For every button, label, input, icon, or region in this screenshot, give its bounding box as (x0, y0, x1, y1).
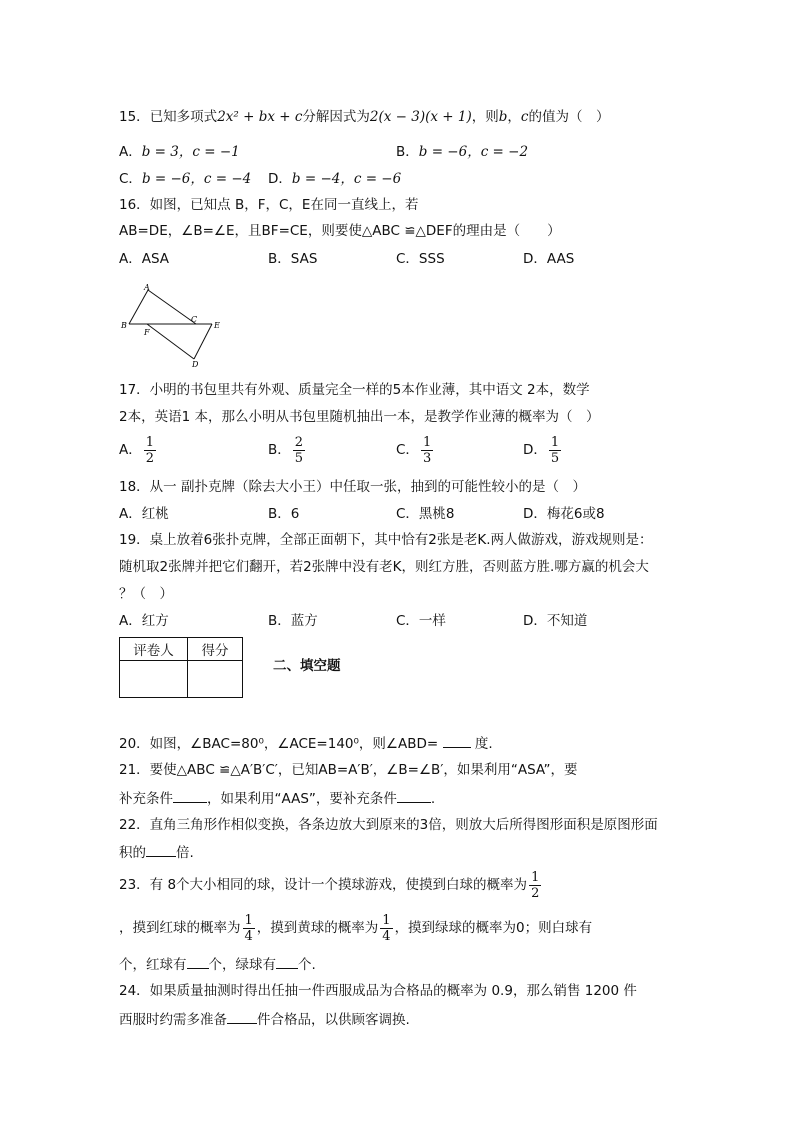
score-cell[interactable] (188, 661, 243, 698)
fraction-denominator: 5 (294, 450, 304, 466)
fraction-numerator: 1 (244, 912, 253, 928)
label-f: F (144, 328, 150, 337)
q18-option-c[interactable]: C．黑桃8 (396, 506, 455, 522)
label-e: E (214, 321, 220, 330)
fraction-numerator: 1 (145, 434, 155, 450)
label-b: B (121, 321, 127, 330)
q16-option-a[interactable]: A．ASA (119, 251, 170, 267)
q23-text-2c: ，摸到绿球的概率为0；则白球有 (394, 920, 593, 936)
q19-option-c[interactable]: C．一样 (396, 613, 446, 629)
q21-text-c: . (430, 791, 436, 807)
q18-line1: 18．从一 副扑克牌（除去大小王）中任取一张，抽到的可能性较小的是（ ） (119, 479, 586, 495)
segment-ac (148, 290, 196, 324)
q17-line1: 17．小明的书包里共有外观、质量完全一样的5本作业薄，其中语文 2本，数学 (119, 382, 590, 398)
q15-option-c-label: C． (119, 171, 142, 187)
q18-option-a[interactable]: A．红桃 (119, 506, 169, 522)
q23-text-2b: ，摸到黄球的概率为 (256, 920, 379, 936)
q15-polynomial: 2x² + bx + c (217, 109, 303, 125)
segment-fd (147, 324, 194, 359)
q18-option-b[interactable]: B．6 (268, 506, 300, 522)
q17-option-a-fraction (144, 435, 156, 466)
q24-line1: 24．如果质量抽测时得出任抽一件西服成品为合格品的概率为 0.9，那么销售 1200 件 (119, 983, 637, 999)
q15-stem-a: 已知多项式 (149, 109, 218, 125)
fraction-denominator: 2 (145, 450, 155, 466)
q20-text-b: 度. (474, 736, 493, 752)
q19-line3: ？（ ） (119, 586, 173, 602)
q23-text-1: 23．有 8个大小相同的球，设计一个摸球游戏，使摸到白球的概率为 (119, 877, 528, 893)
q16-line1: 16．如图，已知点 B，F，C，E在同一直线上，若 (119, 197, 419, 213)
q17-option-a-label: A． (119, 442, 142, 458)
q21-asa-blank[interactable] (173, 789, 207, 803)
label-c: C (191, 315, 198, 324)
q23-yellow-fraction (380, 913, 392, 944)
q23-text-3c: 个. (298, 957, 316, 973)
fraction-denominator: 5 (550, 450, 560, 466)
q15-stem-c: ，则 (471, 109, 499, 125)
q17-option-c-label: C． (396, 442, 419, 458)
q22-line2 (119, 843, 194, 862)
q17-option-b-fraction (293, 435, 305, 466)
score-header: 得分 (188, 638, 243, 661)
q23-green-blank[interactable] (276, 955, 298, 969)
q15-option-d-text: b = −4，c = −6 (291, 171, 402, 187)
q23-white-fraction (529, 870, 541, 901)
q19-line2: 随机取2张牌并把它们翻开，若2张牌中没有老K，则红方胜，否则蓝方胜.哪方赢的机会大 (119, 559, 649, 575)
q22-text-b: 倍. (176, 845, 194, 861)
q15-option-a-text: b = 3，c = −1 (141, 144, 240, 160)
q16-option-c[interactable]: C．SSS (396, 251, 445, 267)
segment-ab (129, 290, 148, 324)
q21-text-a: 补充条件 (119, 791, 173, 807)
fraction-numerator: 2 (294, 434, 304, 450)
q15-option-c[interactable] (119, 170, 251, 188)
q15-separator: ， (507, 109, 521, 125)
fraction-numerator: 1 (422, 434, 432, 450)
q15-factored-form: 2(x − 3)(x + 1) (369, 109, 472, 125)
q15-var-b: b (498, 109, 508, 125)
q21-text-b: ，如果利用“AAS”，要补充条件 (207, 791, 397, 807)
label-d: D (192, 360, 199, 369)
q17-option-b[interactable] (268, 433, 307, 467)
q20-answer-blank[interactable] (443, 734, 471, 748)
q16-line2: AB=DE，∠B=∠E，且BF=CE，则要使△ABC ≌△DEF的理由是（ ） (119, 223, 561, 239)
q23-red-fraction (243, 913, 255, 944)
fraction-denominator: 3 (422, 450, 432, 466)
q15-stem (119, 108, 609, 126)
grading-table (119, 637, 243, 698)
reviewer-cell[interactable] (120, 661, 188, 698)
q21-line2 (119, 789, 435, 808)
q19-option-d[interactable]: D．不知道 (523, 613, 588, 629)
q23-text-3b: 个，绿球有 (208, 957, 276, 973)
q17-option-c[interactable] (396, 433, 435, 467)
q15-option-b-label: B． (396, 144, 419, 160)
q17-option-d-label: D． (523, 442, 547, 458)
fraction-numerator: 1 (531, 869, 540, 885)
q20-text-a: 20．如图，∠BAC=80⁰，∠ACE=140⁰，则∠ABD= (119, 736, 439, 752)
q24-text-b: 件合格品，以供顾客调换. (257, 1012, 410, 1028)
q20 (119, 734, 493, 753)
q17-option-b-label: B． (268, 442, 291, 458)
q17-option-a[interactable] (119, 433, 158, 467)
q15-option-b-text: b = −6，c = −2 (418, 144, 529, 160)
q15-option-d-label: D． (268, 171, 292, 187)
q15-number: 15． (119, 109, 150, 125)
q23-red-blank[interactable] (187, 955, 209, 969)
q17-option-d[interactable] (523, 433, 563, 467)
q21-aas-blank[interactable] (397, 789, 431, 803)
q24-line2 (119, 1010, 410, 1029)
q16-option-b[interactable]: B．SAS (268, 251, 318, 267)
q15-option-c-text: b = −6，c = −4 (141, 171, 252, 187)
q22-line1: 22．直角三角形作相似变换，各条边放大到原来的3倍，则放大后所得图形面积是原图形面 (119, 817, 658, 833)
q15-stem-d: 的值为（ ） (528, 109, 610, 125)
q19-option-a[interactable]: A．红方 (119, 613, 169, 629)
fraction-denominator: 4 (244, 928, 253, 944)
q23-line2 (119, 911, 592, 945)
fraction-denominator: 2 (531, 885, 540, 901)
fraction-numerator: 1 (382, 912, 391, 928)
q24-text-a: 西服时约需多准备 (119, 1012, 227, 1028)
reviewer-header: 评卷人 (120, 638, 188, 661)
q17-line2: 2本，英语1 本，那么小明从书包里随机抽出一本，是教学作业薄的概率为（ ） (119, 409, 600, 425)
fraction-numerator: 1 (550, 434, 560, 450)
q24-answer-blank[interactable] (227, 1010, 257, 1024)
section-title: 二、填空题 (273, 658, 341, 674)
fraction-denominator: 4 (382, 928, 391, 944)
label-a: A (144, 283, 150, 292)
q21-line1: 21．要使△ABC ≌△A′B′C′，已知AB=A′B′，∠B=∠B′，如果利用“ASA”，要 (119, 762, 578, 778)
q23-text-2a: ，摸到红球的概率为 (119, 920, 241, 936)
q19-line1: 19．桌上放着6张扑克牌，全部正面朝下，其中恰有2张是老K.两人做游戏，游戏规则是： (119, 532, 653, 548)
q15-option-d[interactable] (268, 170, 401, 188)
q15-option-b[interactable] (396, 143, 528, 161)
q19-option-b[interactable]: B．蓝方 (268, 613, 318, 629)
q15-stem-b: 分解因式为 (302, 109, 370, 125)
q15-option-a[interactable] (119, 143, 240, 161)
q17-option-c-fraction (421, 435, 433, 466)
q16-option-d[interactable]: D．AAS (523, 251, 575, 267)
q15-var-c: c (520, 109, 529, 125)
q23-text-3a: 个，红球有 (119, 957, 187, 973)
q16-figure (112, 280, 232, 370)
q22-answer-blank[interactable] (146, 843, 176, 857)
q15-option-a-label: A． (119, 144, 142, 160)
segment-de (194, 324, 212, 359)
q22-text-a: 积的 (119, 845, 146, 861)
q18-option-d[interactable]: D．梅花6或8 (523, 506, 605, 522)
q23-line1 (119, 868, 543, 902)
q23-line3 (119, 955, 316, 974)
q17-option-d-fraction (549, 435, 561, 466)
